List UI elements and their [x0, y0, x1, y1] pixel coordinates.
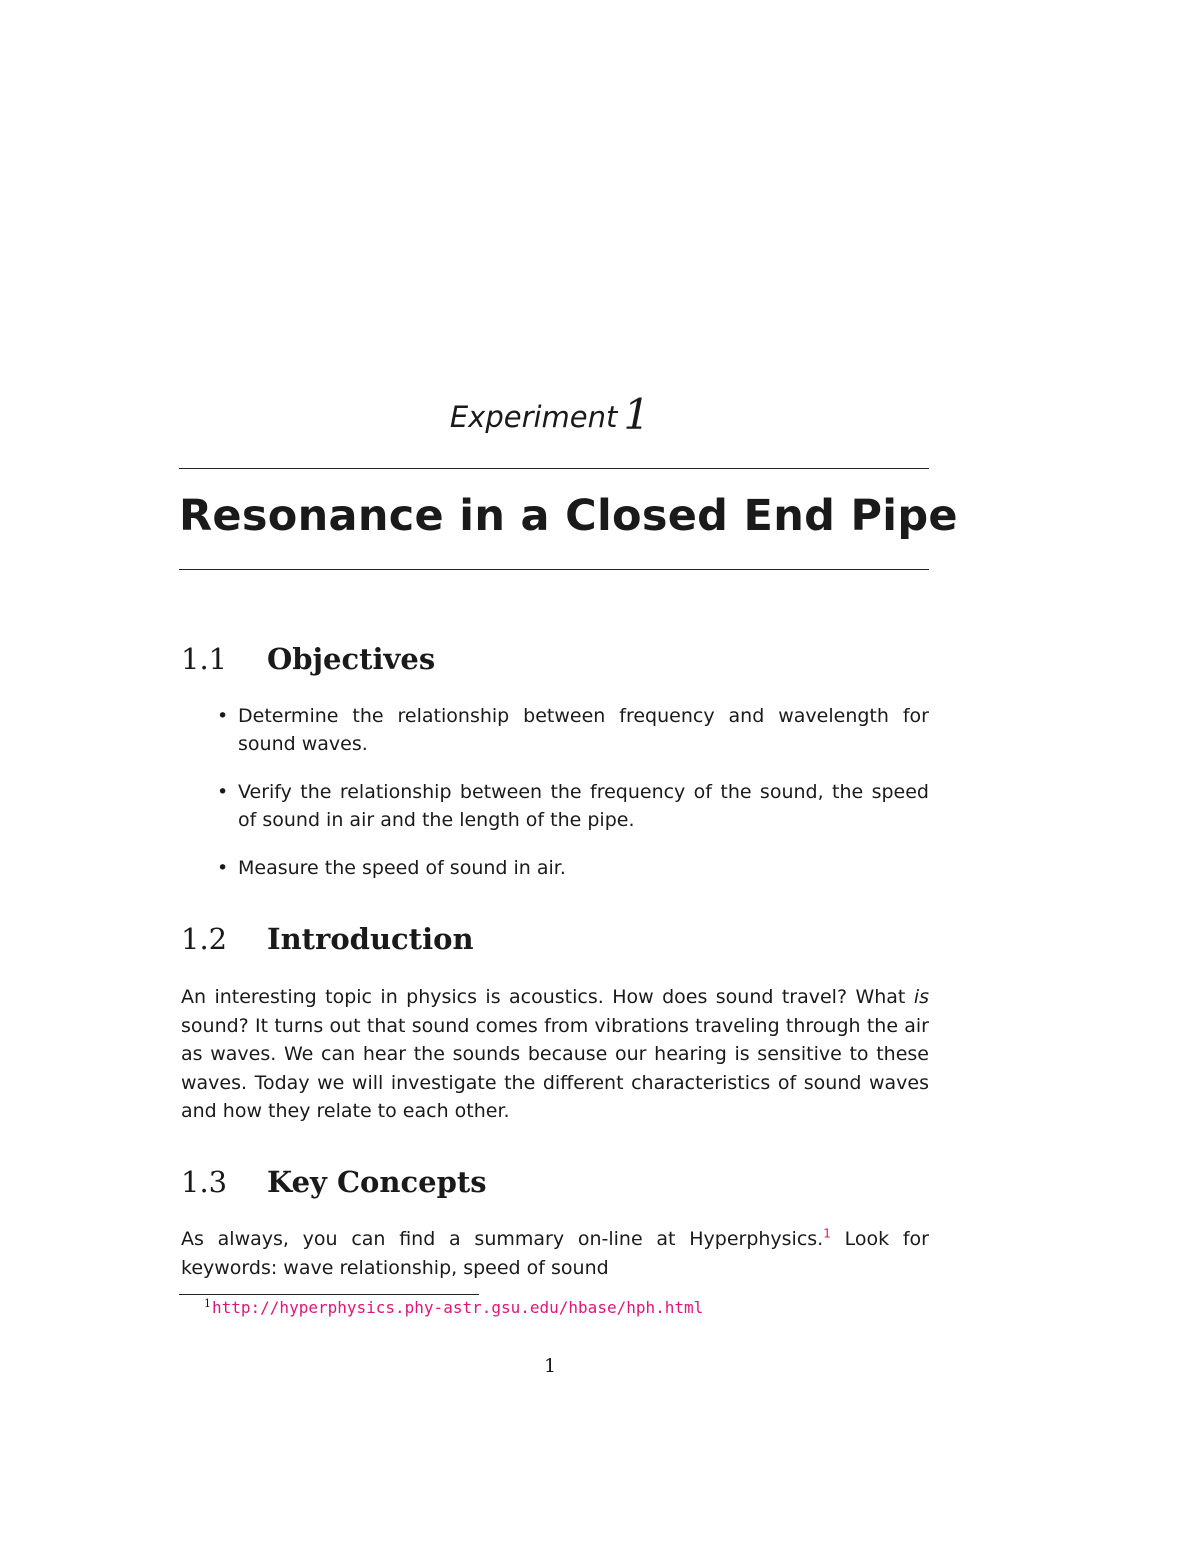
- chapter-title: Resonance in a Closed End Pipe: [179, 491, 958, 541]
- footnote-rule: [179, 1294, 479, 1295]
- section-heading-key-concepts: [181, 1165, 487, 1199]
- footnote-link[interactable]: 1: [823, 1226, 831, 1241]
- introduction-italic-word: is: [913, 986, 929, 1008]
- section-heading-introduction: [181, 922, 474, 956]
- list-item: [181, 778, 929, 834]
- introduction-text-part-1: An interesting topic in physics is acoustics. How does sound travel? What: [181, 986, 914, 1008]
- section-number: 1.1: [181, 642, 228, 676]
- chapter-number: 1: [623, 390, 651, 439]
- list-item-text: Measure the speed of sound in air.: [238, 857, 566, 879]
- page-number: 1: [543, 1355, 557, 1377]
- section-number: 1.3: [181, 1165, 228, 1199]
- key-concepts-paragraph: [181, 1225, 929, 1282]
- title-rule-top: [179, 468, 929, 469]
- section-number: 1.2: [181, 922, 228, 956]
- chapter-label-text: Experiment: [449, 400, 618, 434]
- title-rule-bottom: [179, 569, 929, 570]
- footnote-url-link[interactable]: http://hyperphysics.phy-astr.gsu.edu/hbase/hph.html: [212, 1298, 704, 1317]
- introduction-text-part-2: sound? It turns out that sound comes from vibrations traveling through the air as waves. We can hear the sounds because our hearing is sensitive to these waves. Today we will investigate the different characteristics of sound waves and how they relate to each other.: [181, 1014, 929, 1122]
- bullet-icon: •: [217, 705, 229, 727]
- list-item-text: Determine the relationship between frequency and wavelength for sound waves.: [238, 705, 929, 755]
- footnote-number: 1: [204, 1296, 211, 1310]
- bullet-icon: •: [217, 781, 229, 803]
- list-item: [181, 854, 929, 882]
- section-title: Objectives: [267, 642, 436, 676]
- chapter-label: [0, 388, 1100, 437]
- section-title: Key Concepts: [267, 1165, 487, 1199]
- section-title: Introduction: [267, 922, 474, 956]
- footnote: [204, 1298, 703, 1317]
- objectives-list: [181, 702, 929, 902]
- section-heading-objectives: [181, 642, 435, 676]
- list-item-text: Verify the relationship between the frequency of the sound, the speed of sound in air and the length of the pipe.: [238, 781, 929, 831]
- key-concepts-text-part-1: As always, you can find a summary on-line at Hyperphysics.: [181, 1228, 824, 1250]
- key-concepts-text-part-2: Look for keywords: wave relationship, speed of sound: [181, 1228, 929, 1279]
- bullet-icon: •: [217, 857, 229, 879]
- list-item: [181, 702, 929, 758]
- introduction-paragraph: [181, 983, 929, 1126]
